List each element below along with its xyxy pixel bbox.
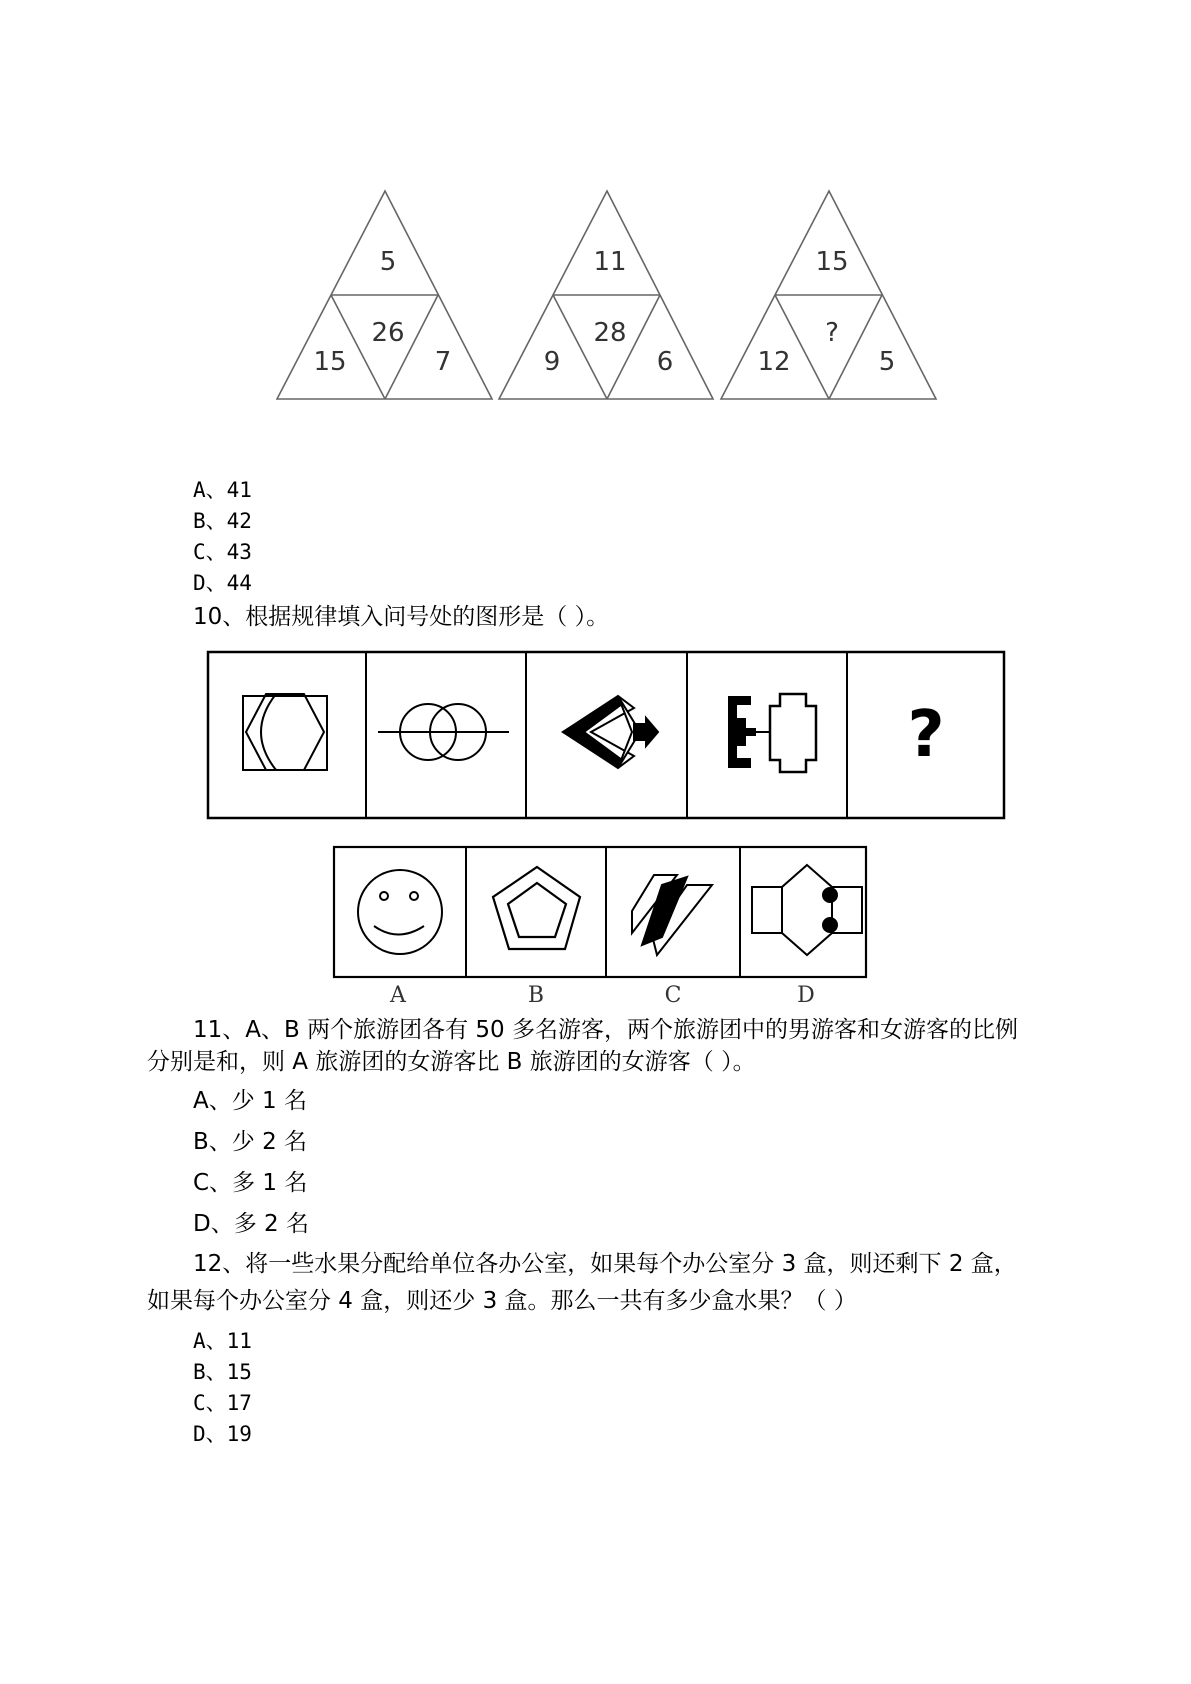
nested-pentagon-icon — [493, 867, 580, 949]
number-triangles-figure — [270, 185, 950, 405]
question-mark: ? — [907, 698, 945, 772]
tri2-right: 6 — [656, 347, 674, 377]
q9-option-c: C、43 — [193, 540, 252, 564]
q12-option-d: D、19 — [193, 1422, 252, 1446]
two-circles-line-icon — [378, 704, 509, 760]
tri1-left: 15 — [313, 347, 347, 377]
option-letter-a: A — [390, 983, 406, 1005]
q11-option-d: D、多 2 名 — [193, 1211, 309, 1237]
tri1-top: 5 — [379, 247, 397, 277]
q12-option-a: A、11 — [193, 1329, 252, 1353]
q9-option-b: B、42 — [193, 509, 252, 533]
smiley-face-icon — [358, 870, 442, 954]
q12-option-b: B、15 — [193, 1360, 252, 1384]
slanted-planes-icon — [632, 875, 712, 955]
bracket-cross-icon — [728, 694, 816, 772]
tri3-left: 12 — [757, 347, 791, 377]
tri2-left: 9 — [543, 347, 561, 377]
tri1-middle: 26 — [371, 318, 405, 348]
option-letter-b: B — [527, 983, 545, 1005]
triangle-3 — [721, 191, 936, 399]
tri3-right: 5 — [878, 347, 896, 377]
tri1-right: 7 — [434, 347, 452, 377]
q11-option-b: B、少 2 名 — [193, 1129, 308, 1155]
arrow-chevron-icon — [563, 696, 658, 768]
option-letter-d: D — [797, 983, 815, 1005]
option-letter-c: C — [664, 983, 682, 1005]
tri3-middle: ? — [825, 318, 839, 348]
q11-option-c: C、多 1 名 — [193, 1170, 308, 1196]
q12-option-c: C、17 — [193, 1391, 252, 1415]
triangle-1 — [277, 191, 492, 399]
tri2-top: 11 — [593, 247, 627, 277]
q12-stem-line-2: 如果每个办公室分 4 盒，则还少 3 盒。那么一共有多少盒水果？（ ） — [147, 1288, 857, 1314]
rectangle-diamond-dots-icon — [752, 865, 862, 955]
option-figures — [332, 845, 868, 1005]
q11-stem-line-1: 11、A、B 两个旅游团各有 50 多名游客，两个旅游团中的男游客和女游客的比例 — [193, 1017, 1018, 1043]
tri3-top: 15 — [815, 247, 849, 277]
q11-option-a: A、少 1 名 — [193, 1088, 307, 1114]
figure-sequence — [206, 650, 1006, 820]
q12-stem-line-1: 12、将一些水果分配给单位各办公室，如果每个办公室分 3 盒，则还剩下 2 盒， — [193, 1251, 1017, 1277]
q10-stem: 10、根据规律填入问号处的图形是（ ）。 — [193, 604, 610, 630]
triangle-2 — [499, 191, 713, 399]
q9-option-d: D、44 — [193, 571, 252, 595]
q11-stem-line-2: 分别是和，则 A 旅游团的女游客比 B 旅游团的女游客（ ）。 — [147, 1049, 756, 1075]
square-hexagon-icon — [243, 694, 327, 770]
q9-option-a: A、41 — [193, 478, 252, 502]
tri2-middle: 28 — [593, 318, 627, 348]
